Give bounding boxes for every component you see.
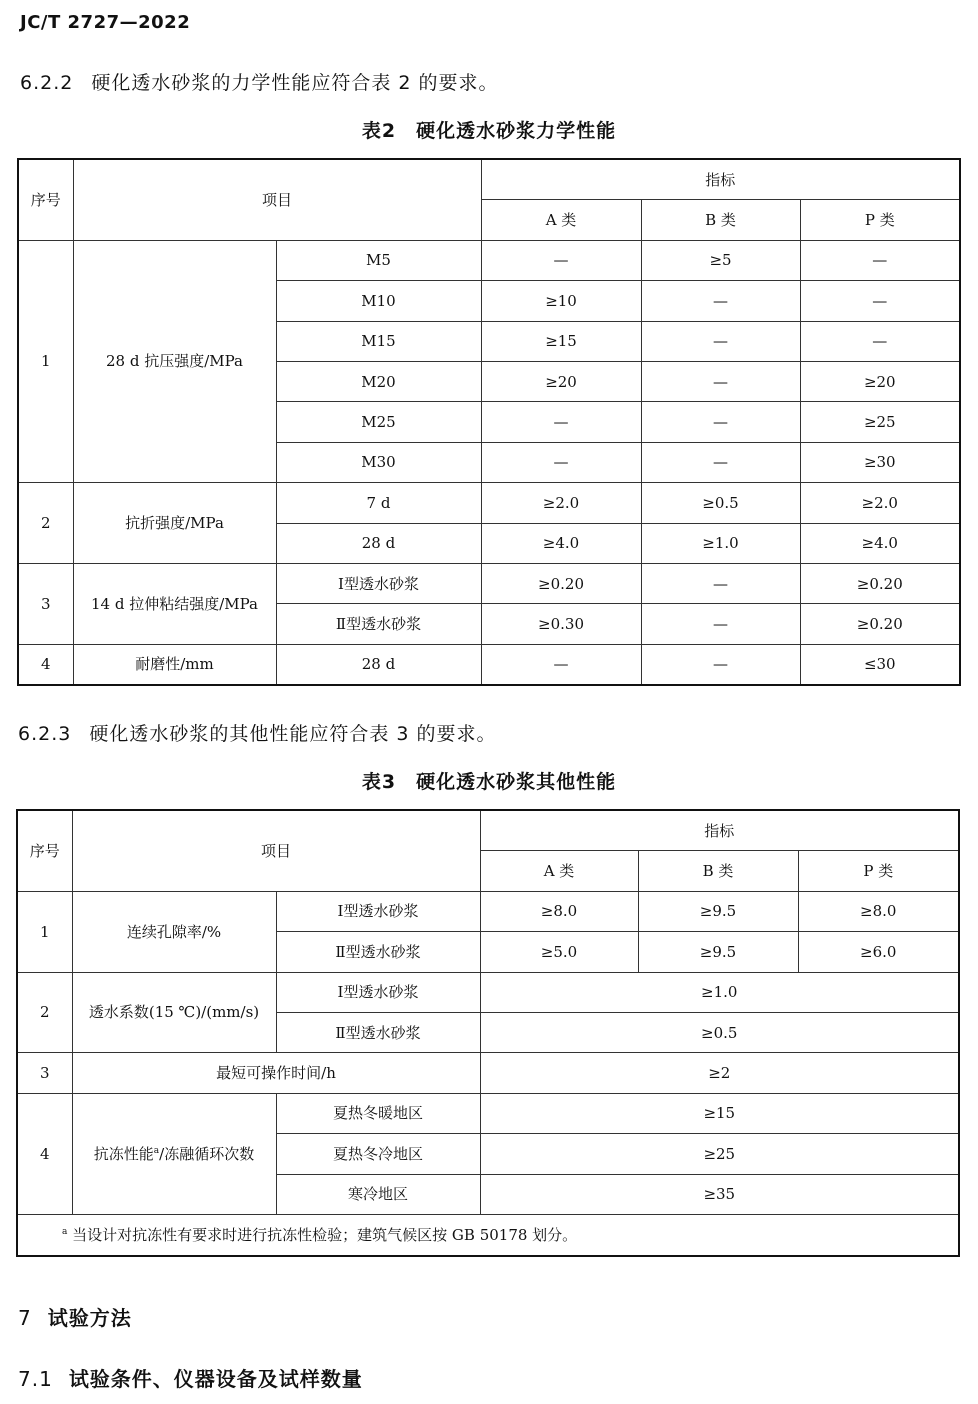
cell-p: ≥0.20 [800, 563, 960, 603]
row-seq: 4 [17, 1093, 72, 1214]
header-class-a: A 类 [480, 851, 638, 891]
header-item: 项目 [72, 810, 480, 891]
header-seq: 序号 [18, 159, 73, 240]
table-row [17, 891, 959, 931]
footnote-text: 当设计对抗冻性有要求时进行抗冻性检验；建筑气候区按 GB 50178 划分。 [72, 1225, 578, 1244]
row-item: 耐磨性/mm [73, 644, 276, 685]
cell-p: ≥4.0 [800, 523, 960, 563]
row-seq: 2 [17, 972, 72, 1053]
row-item: 28 d 抗压强度/MPa [73, 240, 276, 482]
row-sub: 寒冷地区 [276, 1174, 480, 1214]
cell-p: ≥20 [800, 361, 960, 401]
section-7-1-heading [18, 1363, 363, 1392]
row-sub: 7 d [276, 483, 481, 523]
table-footnote [17, 1214, 959, 1256]
cell-p: — [800, 240, 960, 280]
cell-a: ≥10 [481, 281, 641, 321]
cell-a: ≥15 [481, 321, 641, 361]
table-number: 表3 [361, 771, 397, 793]
cell-b: — [641, 604, 800, 644]
cell-p: ≥30 [800, 442, 960, 482]
cell-p: ≤30 [800, 644, 960, 685]
row-seq: 4 [18, 644, 73, 685]
item-text-rest: /冻融循环次数 [159, 1144, 255, 1163]
cell-b: — [641, 442, 800, 482]
cell-b: — [641, 321, 800, 361]
cell-p: — [800, 321, 960, 361]
cell-b: ≥1.0 [641, 523, 800, 563]
cell-value: ≥35 [480, 1174, 959, 1214]
table-row [18, 644, 960, 685]
header-item: 项目 [73, 159, 481, 240]
cell-p: ≥0.20 [800, 604, 960, 644]
row-sub: 夏热冬冷地区 [276, 1134, 480, 1174]
table-row [17, 1053, 959, 1093]
row-sub: M5 [276, 240, 481, 280]
row-seq: 3 [18, 563, 73, 644]
clause-text: 硬化透水砂浆的其他性能应符合表 3 的要求。 [89, 723, 497, 745]
row-sub: 28 d [276, 523, 481, 563]
clause-6-2-3 [18, 719, 497, 746]
cell-a: — [481, 442, 641, 482]
table-3-other-properties [16, 809, 960, 1257]
table-row [17, 1093, 959, 1133]
cell-p: ≥25 [800, 402, 960, 442]
row-sub: M10 [276, 281, 481, 321]
cell-p: ≥8.0 [798, 891, 959, 931]
row-item: 14 d 拉伸粘结强度/MPa [73, 563, 276, 644]
row-seq: 3 [17, 1053, 72, 1093]
cell-b: ≥9.5 [638, 891, 798, 931]
table3-caption [0, 767, 978, 794]
header-index: 指标 [480, 810, 959, 851]
cell-a: ≥4.0 [481, 523, 641, 563]
table-row [18, 563, 960, 603]
cell-p: — [800, 281, 960, 321]
cell-value: ≥25 [480, 1134, 959, 1174]
table-number: 表2 [361, 120, 397, 142]
cell-value: ≥15 [480, 1093, 959, 1133]
footnote-mark: a [62, 1226, 68, 1237]
header-index: 指标 [481, 159, 960, 200]
section-number: 7 [18, 1306, 32, 1330]
header-class-p: P 类 [800, 200, 960, 240]
row-item: 抗折强度/MPa [73, 483, 276, 564]
cell-a: ≥0.20 [481, 563, 641, 603]
row-sub: Ⅱ型透水砂浆 [276, 1012, 480, 1052]
header-class-a: A 类 [481, 200, 641, 240]
header-class-b: B 类 [641, 200, 800, 240]
row-sub: Ⅰ型透水砂浆 [276, 972, 480, 1012]
cell-b: ≥5 [641, 240, 800, 280]
cell-value: ≥0.5 [480, 1012, 959, 1052]
cell-b: — [641, 361, 800, 401]
table-title: 硬化透水砂浆力学性能 [416, 120, 617, 142]
cell-value: ≥1.0 [480, 972, 959, 1012]
section-title: 试验条件、仪器设备及试样数量 [68, 1367, 363, 1391]
section-7-heading [18, 1302, 132, 1331]
cell-b: — [641, 402, 800, 442]
cell-b: ≥9.5 [638, 932, 798, 972]
cell-a: ≥8.0 [480, 891, 638, 931]
table-row [17, 972, 959, 1012]
cell-b: — [641, 563, 800, 603]
row-sub: M20 [276, 361, 481, 401]
cell-a: — [481, 644, 641, 685]
cell-b: ≥0.5 [641, 483, 800, 523]
clause-6-2-2 [20, 68, 499, 95]
cell-a: ≥20 [481, 361, 641, 401]
section-number: 7.1 [18, 1367, 53, 1391]
footnote-mark: a [153, 1145, 160, 1156]
row-sub: 28 d [276, 644, 481, 685]
table-row [18, 240, 960, 280]
row-sub: M30 [276, 442, 481, 482]
cell-p: ≥6.0 [798, 932, 959, 972]
cell-a: ≥2.0 [481, 483, 641, 523]
cell-p: ≥2.0 [800, 483, 960, 523]
section-title: 试验方法 [47, 1306, 132, 1330]
row-sub: Ⅱ型透水砂浆 [276, 604, 481, 644]
row-item: 透水系数(15 ℃)/(mm/s) [72, 972, 276, 1053]
row-seq: 1 [17, 891, 72, 972]
row-item [72, 1093, 276, 1214]
cell-a: — [481, 402, 641, 442]
row-sub: M25 [276, 402, 481, 442]
table-title: 硬化透水砂浆其他性能 [416, 771, 617, 793]
cell-b: — [641, 644, 800, 685]
cell-a: ≥5.0 [480, 932, 638, 972]
table-footnote-row [17, 1214, 959, 1256]
header-class-b: B 类 [638, 851, 798, 891]
clause-text: 硬化透水砂浆的力学性能应符合表 2 的要求。 [91, 72, 499, 94]
cell-b: — [641, 281, 800, 321]
item-text: 抗冻性能 [93, 1144, 154, 1163]
header-seq: 序号 [17, 810, 72, 891]
row-sub: Ⅱ型透水砂浆 [276, 932, 480, 972]
row-seq: 1 [18, 240, 73, 482]
clause-number: 6.2.2 [20, 72, 74, 94]
cell-value: ≥2 [480, 1053, 959, 1093]
standard-code: JC/T 2727—2022 [20, 12, 191, 33]
row-sub: Ⅰ型透水砂浆 [276, 563, 481, 603]
row-sub: 夏热冬暖地区 [276, 1093, 480, 1133]
table-2-mechanical-properties [17, 158, 961, 686]
table2-caption [0, 116, 978, 143]
table-row [18, 483, 960, 523]
cell-a: ≥0.30 [481, 604, 641, 644]
clause-number: 6.2.3 [18, 723, 72, 745]
row-seq: 2 [18, 483, 73, 564]
row-item: 连续孔隙率/% [72, 891, 276, 972]
header-class-p: P 类 [798, 851, 959, 891]
row-sub: M15 [276, 321, 481, 361]
cell-a: — [481, 240, 641, 280]
row-item: 最短可操作时间/h [72, 1053, 480, 1093]
row-sub: Ⅰ型透水砂浆 [276, 891, 480, 931]
